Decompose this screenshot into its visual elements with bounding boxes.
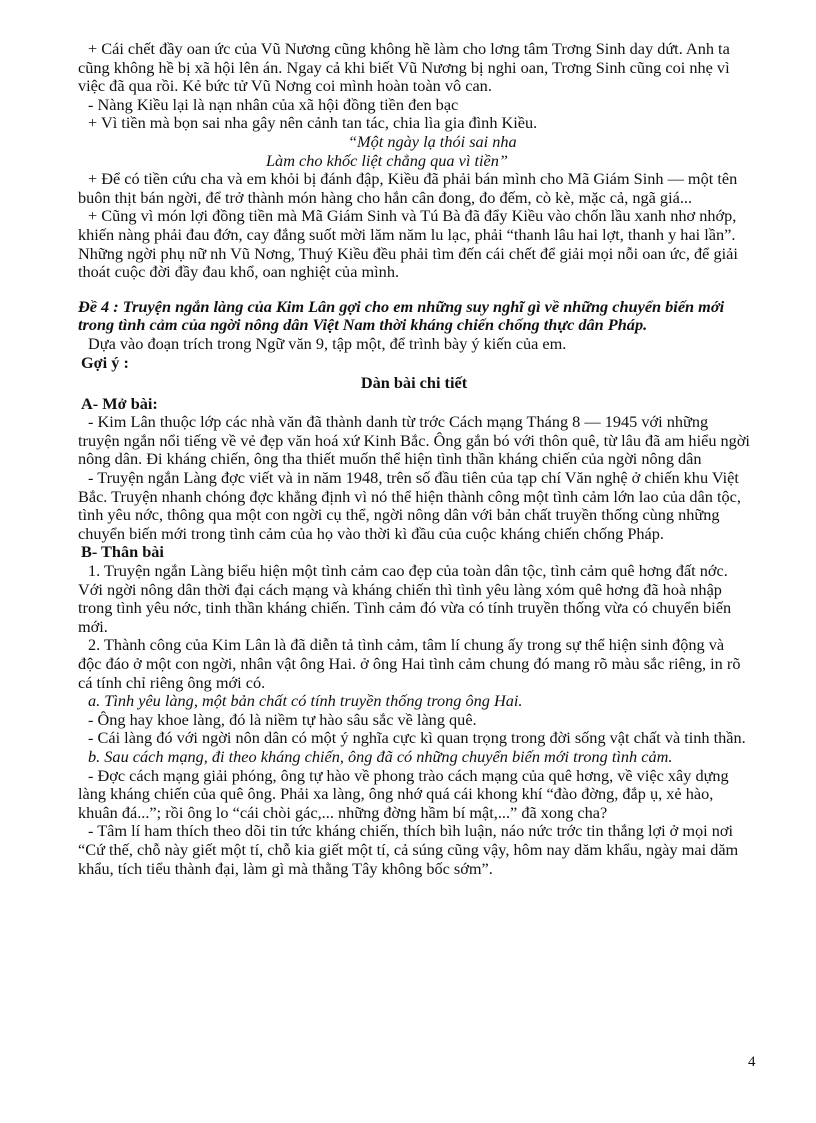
hint-label: Gợi ý :: [81, 352, 129, 372]
page-number: 4: [748, 1054, 756, 1070]
subsection-a-heading: a. Tình yêu làng, một bản chất có tính truyền thống trong ông Hai.: [88, 691, 523, 711]
verse-quote-line: Làm cho khốc liệt chẳng qua vì tiền”: [266, 150, 508, 170]
subsection-b-heading: b. Sau cách mạng, đi theo kháng chiến, ông đã có những chuyển biến mới trong tình cảm.: [88, 746, 673, 766]
instruction: Dựa vào đoạn trích trong Ngữ văn 9, tập một, để trình bày ý kiến của em.: [88, 333, 567, 353]
paragraph: - Nàng Kiều lại là nạn nhân của xã hội đồng tiền đen bạc: [88, 94, 459, 114]
paragraph: - Tâm lí ham thích theo dõi tin tức kháng chiến, thích bìh luận, náo nức trớc tin thắng lợi ở mọi nơi “Cứ thế, chỗ này giết một tí, chỗ kia giết một tí, cả súng cũng vậy, hôm nay dăm khẩu, ngày mai dăm khẩu, tích tiểu thành đại, làm gì mà thằng Tây không bốc sớm”.: [78, 821, 739, 878]
outline-title: Dàn bài chi tiết: [360, 373, 468, 393]
paragraph: - Đợc cách mạng giải phóng, ông tự hào về phong trào cách mạng của quê hơng, về việc xây dựng làng kháng chiến của quê ông. Phải xa làng, ông nhớ quá cái khong khí “đào đờng, đắp ụ, xẻ hào, khuân đá...”; rồi ông lo “cái chòi gác,... những đờng hầm bí mật,...” đã xong cha?: [78, 765, 729, 822]
exercise-heading: Đề 4 : Truyện ngắn làng của Kim Lân gợi cho em những suy nghĩ gì về những chuyển biến mới trong tình cảm của ngời nông dân Việt Nam thời kháng chiến chống thực dân Pháp.: [78, 296, 725, 335]
paragraph: + Cái chết đầy oan ức của Vũ Nương cũng không hề làm cho lơng tâm Trơng Sinh day dứt. Anh ta cũng không hề bị xã hội lên án. Ngay cả khi biết Vũ Nương bị nghi oan, Trơng Sinh cũng coi nhẹ vì việc đã qua rồi. Kẻ bức tử Vũ Nơng coi mình hoàn toàn vô can.: [78, 39, 730, 96]
paragraph: + Cũng vì món lợi đồng tiền mà Mã Giám Sinh và Tú Bà đã đẩy Kiều vào chốn lầu xanh nhơ nhớp, khiến nàng phải đau đớn, cay đắng suốt mời lăm năm lu lạc, phải “thanh lâu hai lợt, thanh y hai lần”.: [78, 206, 737, 244]
paragraph: - Ông hay khoe làng, đó là niềm tự hào sâu sắc về làng quê.: [88, 709, 477, 729]
section-b-heading: B- Thân bài: [81, 542, 164, 562]
section-a-heading: A- Mở bài:: [81, 393, 158, 413]
paragraph: Những ngời phụ nữ nh Vũ Nơng, Thuý Kiều đều phải tìm đến cái chết để giải mọi nỗi oan ức, để giải thoát cuộc đời đầy đau khổ, oan nghiệt của mình.: [78, 243, 738, 282]
paragraph: 2. Thành công của Kim Lân là đã diễn tả tình cảm, tâm lí chung ấy trong sự thể hiện sinh động và độc đáo ở một con ngời, nhân vật ông Hai. ở ông Hai tình cảm chung đó mang rõ màu sắc riêng, in rõ cá tính chỉ riêng ông mới có.: [78, 635, 741, 692]
paragraph: - Truyện ngắn Làng đợc viết và in năm 1948, trên số đầu tiên của tạp chí Văn nghệ ở chiến khu Việt Bắc. Truyện nhanh chóng đợc khẳng định vì nó thể hiện thành công một tình cảm lớn lao của dân tộc, tình yêu nớc, thông qua một con ngời cụ thể, ngời nông dân với bản chất truyền thống cùng những chuyển biến mới trong tình cảm của họ vào thời kì đầu của cuộc kháng chiến chống Pháp.: [78, 468, 741, 543]
paragraph: + Vì tiền mà bọn sai nha gây nên cảnh tan tác, chia lìa gia đình Kiều.: [88, 113, 538, 133]
paragraph: 1. Truyện ngắn Làng biểu hiện một tình cảm cao đẹp của toàn dân tộc, tình cảm quê hơng đất nớc. Với ngời nông dân thời đại cách mạng và kháng chiến thì tình yêu làng xóm quê hơng đã hoà nhập trong tình yêu nớc, tinh thần kháng chiến. Tình cảm đó vừa có tính truyền thống vừa có chuyển biến mới.: [78, 561, 732, 636]
verse-quote-line: “Một ngày lạ thói sai nha: [348, 131, 517, 151]
paragraph: - Kim Lân thuộc lớp các nhà văn đã thành danh từ trớc Cách mạng Tháng 8 — 1945 với những truyện ngắn nổi tiếng về vẻ đẹp văn hoá xứ Kinh Bắc. Ông gắn bó với thôn quê, từ lâu đã am hiểu ngời nông dân. Đi kháng chiến, ông tha thiết muốn thể hiện tình thần kháng chiến của ngời nông dân: [78, 412, 750, 469]
paragraph: + Để có tiền cứu cha và em khỏi bị đánh đập, Kiều đã phải bán mình cho Mã Giám Sinh — một tên buôn thịt bán ngời, để trở thành món hàng cho hắn cân đong, đo đếm, cò kè, mặc cả, ngã giá...: [78, 169, 738, 207]
document-body: [78, 40, 750, 878]
paragraph: - Cái làng đó với ngời nôn dân có một ý nghĩa cực kì quan trọng trong đời sống vật chất và tinh thần.: [88, 728, 746, 748]
